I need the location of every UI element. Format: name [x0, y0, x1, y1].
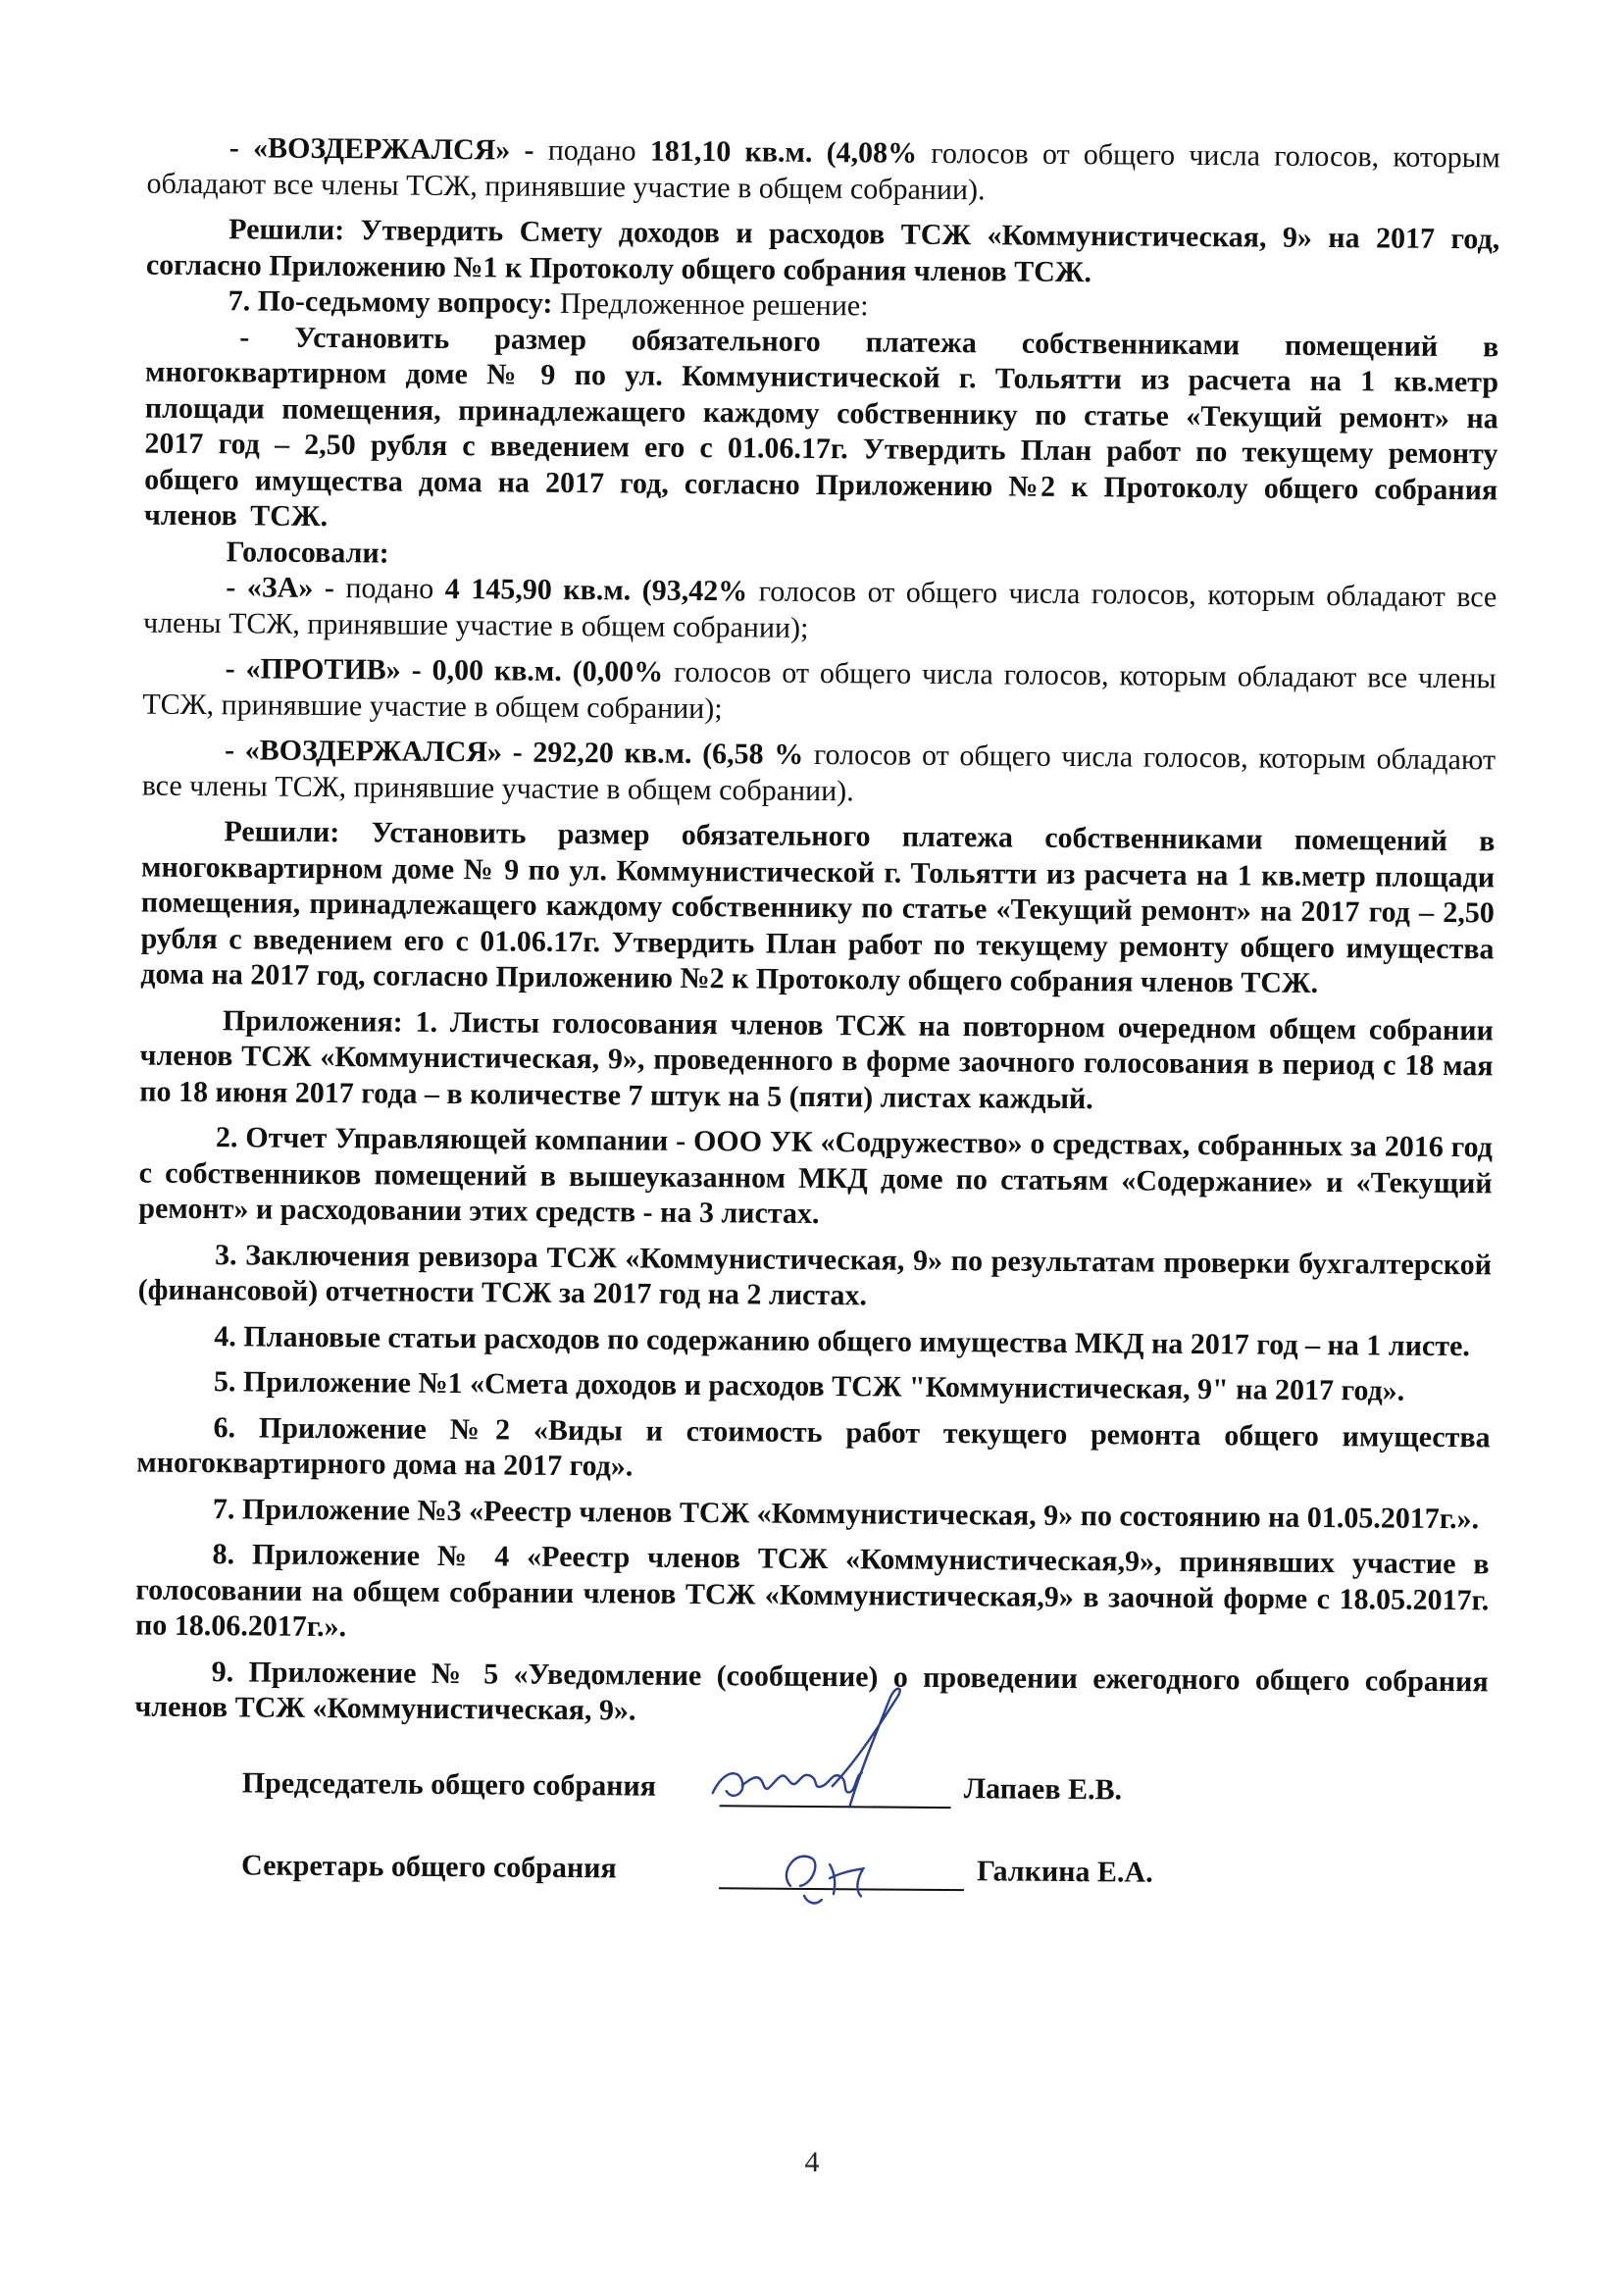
vote-value: 4 145,90 кв.м. (93,42% — [444, 572, 748, 608]
signature-handwritten-secretary — [761, 1809, 899, 1917]
paragraph-vote-against: - «ПРОТИВ» - 0,00 кв.м. (0,00% голосов от общего числа голосов, которым обладают все члены ТСЖ, принявшие участие в общем собрании); — [142, 652, 1497, 725]
attachment-item-9: 9. Приложение № 5 «Уведомление (сообщение) о проведении ежегодного общего собрания членов ТСЖ «Коммунистическая, 9». — [134, 1655, 1489, 1727]
paragraph-proposal: - Установить размер обязательного платежа собственниками помещений в многоквартирном доме № 9 по ул. Коммунистической г. Тольятти из расчета на 1 кв.метр площади помещения, принадлежащего каждому собственнику по статье «Текущий ремонт» на 2017 год – 2,50 рубля с введением его с 01.06.17г. Утвердить План работ по текущему ремонту общего имущества дома на 2017 год, согласно Приложению №2 к Протоколу общего собрания членов ТСЖ. — [143, 320, 1499, 534]
signature-handwritten-chair — [702, 1677, 978, 1826]
attachment-item-3: 3. Заключения ревизора ТСЖ «Коммунистическая, 9» по результатам проверки бухгалтерской (финансовой) отчетности ТСЖ за 2017 год на 2 листах. — [137, 1238, 1493, 1312]
paragraph-decision-repair: Решили: Установить размер обязательного платежа собственниками помещений в многоквартирном доме № 9 по ул. Коммунистической г. Тольятти из расчета на 1 кв.метр площади помещения, принадлежащего каждому собственнику по статье «Текущий ремонт» на 2017 год – 2,50 рубля с введением его с 01.06.17г. Утвердить План работ по текущему ремонту общего имущества дома на 2017 год, согласно Приложению №2 к Протоколу общего собрания членов ТСЖ. — [140, 815, 1496, 999]
paragraph-question-7: 7. По-седьмому вопросу: Предложенное решение: — [228, 284, 869, 323]
paragraph-vote-for: - «ЗА» - подано 4 145,90 кв.м. (93,42% голосов от общего числа голосов, которым обладают все члены ТСЖ, принявшие участие в общем собрании); — [142, 571, 1497, 644]
attachment-item-8: 8. Приложение № 4 «Реестр членов ТСЖ «Коммунистическая,9», принявших участие в голосовании на общем собрании членов ТСЖ «Коммунистическая,9» в заочной форме с 18.05.2017г. по 18.06.2017г.». — [134, 1538, 1490, 1644]
document-page — [133, 130, 1500, 1911]
paragraph-vote-abstained: - «ВОЗДЕРЖАЛСЯ» - 292,20 кв.м. (6,58 % голосов от общего числа голосов, которым обладают все члены ТСЖ, принявшие участие в общем собрании). — [141, 734, 1497, 807]
vote-label: - «ЗА» - — [226, 571, 335, 605]
attachment-item-6: 6. Приложение №2 «Виды и стоимость работ текущего ремонта общего имущества многоквартирного дома на 2017 год». — [136, 1410, 1491, 1483]
page-number: 4 — [804, 2146, 820, 2178]
vote-label: - «ВОЗДЕРЖАЛСЯ» - — [228, 131, 534, 167]
attachment-item-5: 5. Приложение №1 «Смета доходов и расходов ТСЖ "Коммунистическая, 9" на 2017 год». — [213, 1365, 1405, 1407]
vote-value: 181,10 кв.м. (4,08% — [649, 134, 918, 170]
secretary-role: Секретарь общего собрания — [241, 1848, 617, 1884]
chair-role: Председатель общего собрания — [241, 1765, 657, 1803]
vote-label: - «ВОЗДЕРЖАЛСЯ» - 292,20 кв.м. (6,58 % — [224, 734, 804, 771]
secretary-name: Галкина Е.А. — [976, 1854, 1153, 1889]
paragraph-attachments: Приложения: 1. Листы голосования членов ТСЖ на повторном очередном общем собрании членов ТСЖ «Коммунистическая, 9», проведенного в форме заочного голосования в период с 18 мая по 18 июня 2017 года – в количестве 7 штук на 5 (пяти) листах каждый. — [139, 1003, 1494, 1115]
signature-secretary — [133, 1817, 1488, 1911]
attachment-item-4: 4. Плановые статьи расходов по содержанию общего имущества МКД на 2017 год – на 1 листе. — [214, 1319, 1470, 1362]
paragraph-voted-heading: Голосовали: — [226, 535, 389, 570]
attachment-item-2: 2. Отчет Управляющей компании - ООО УК «Содружество» о средствах, собранных за 2016 год с собственников помещений в вышеуказанном МКД доме по статьям «Содержание» и «Текущий ремонт» и расходовании этих средств - на 3 листах. — [138, 1121, 1494, 1230]
vote-label: - «ПРОТИВ» - 0,00 кв.м. (0,00% — [225, 652, 664, 688]
attachment-item-7: 7. Приложение №3 «Реестр членов ТСЖ «Коммунистическая, 9» по состоянию на 01.05.2017г.». — [212, 1492, 1480, 1535]
question-label: 7. По-седьмому вопросу: — [228, 284, 553, 320]
chair-name: Лапаев Е.В. — [963, 1771, 1123, 1806]
paragraph-decision-budget: Решили: Утвердить Смету доходов и расходов ТСЖ «Коммунистическая, 9» на 2017 год, согласно Приложению №1 к Протоколу общего собрания членов ТСЖ. — [145, 213, 1500, 288]
paragraph-abstained-prev: - «ВОЗДЕРЖАЛСЯ» - подано 181,10 кв.м. (4,08% голосов от общего числа голосов, которым обладают все члены ТСЖ, принявшие участие в общем собрании). — [146, 131, 1500, 206]
